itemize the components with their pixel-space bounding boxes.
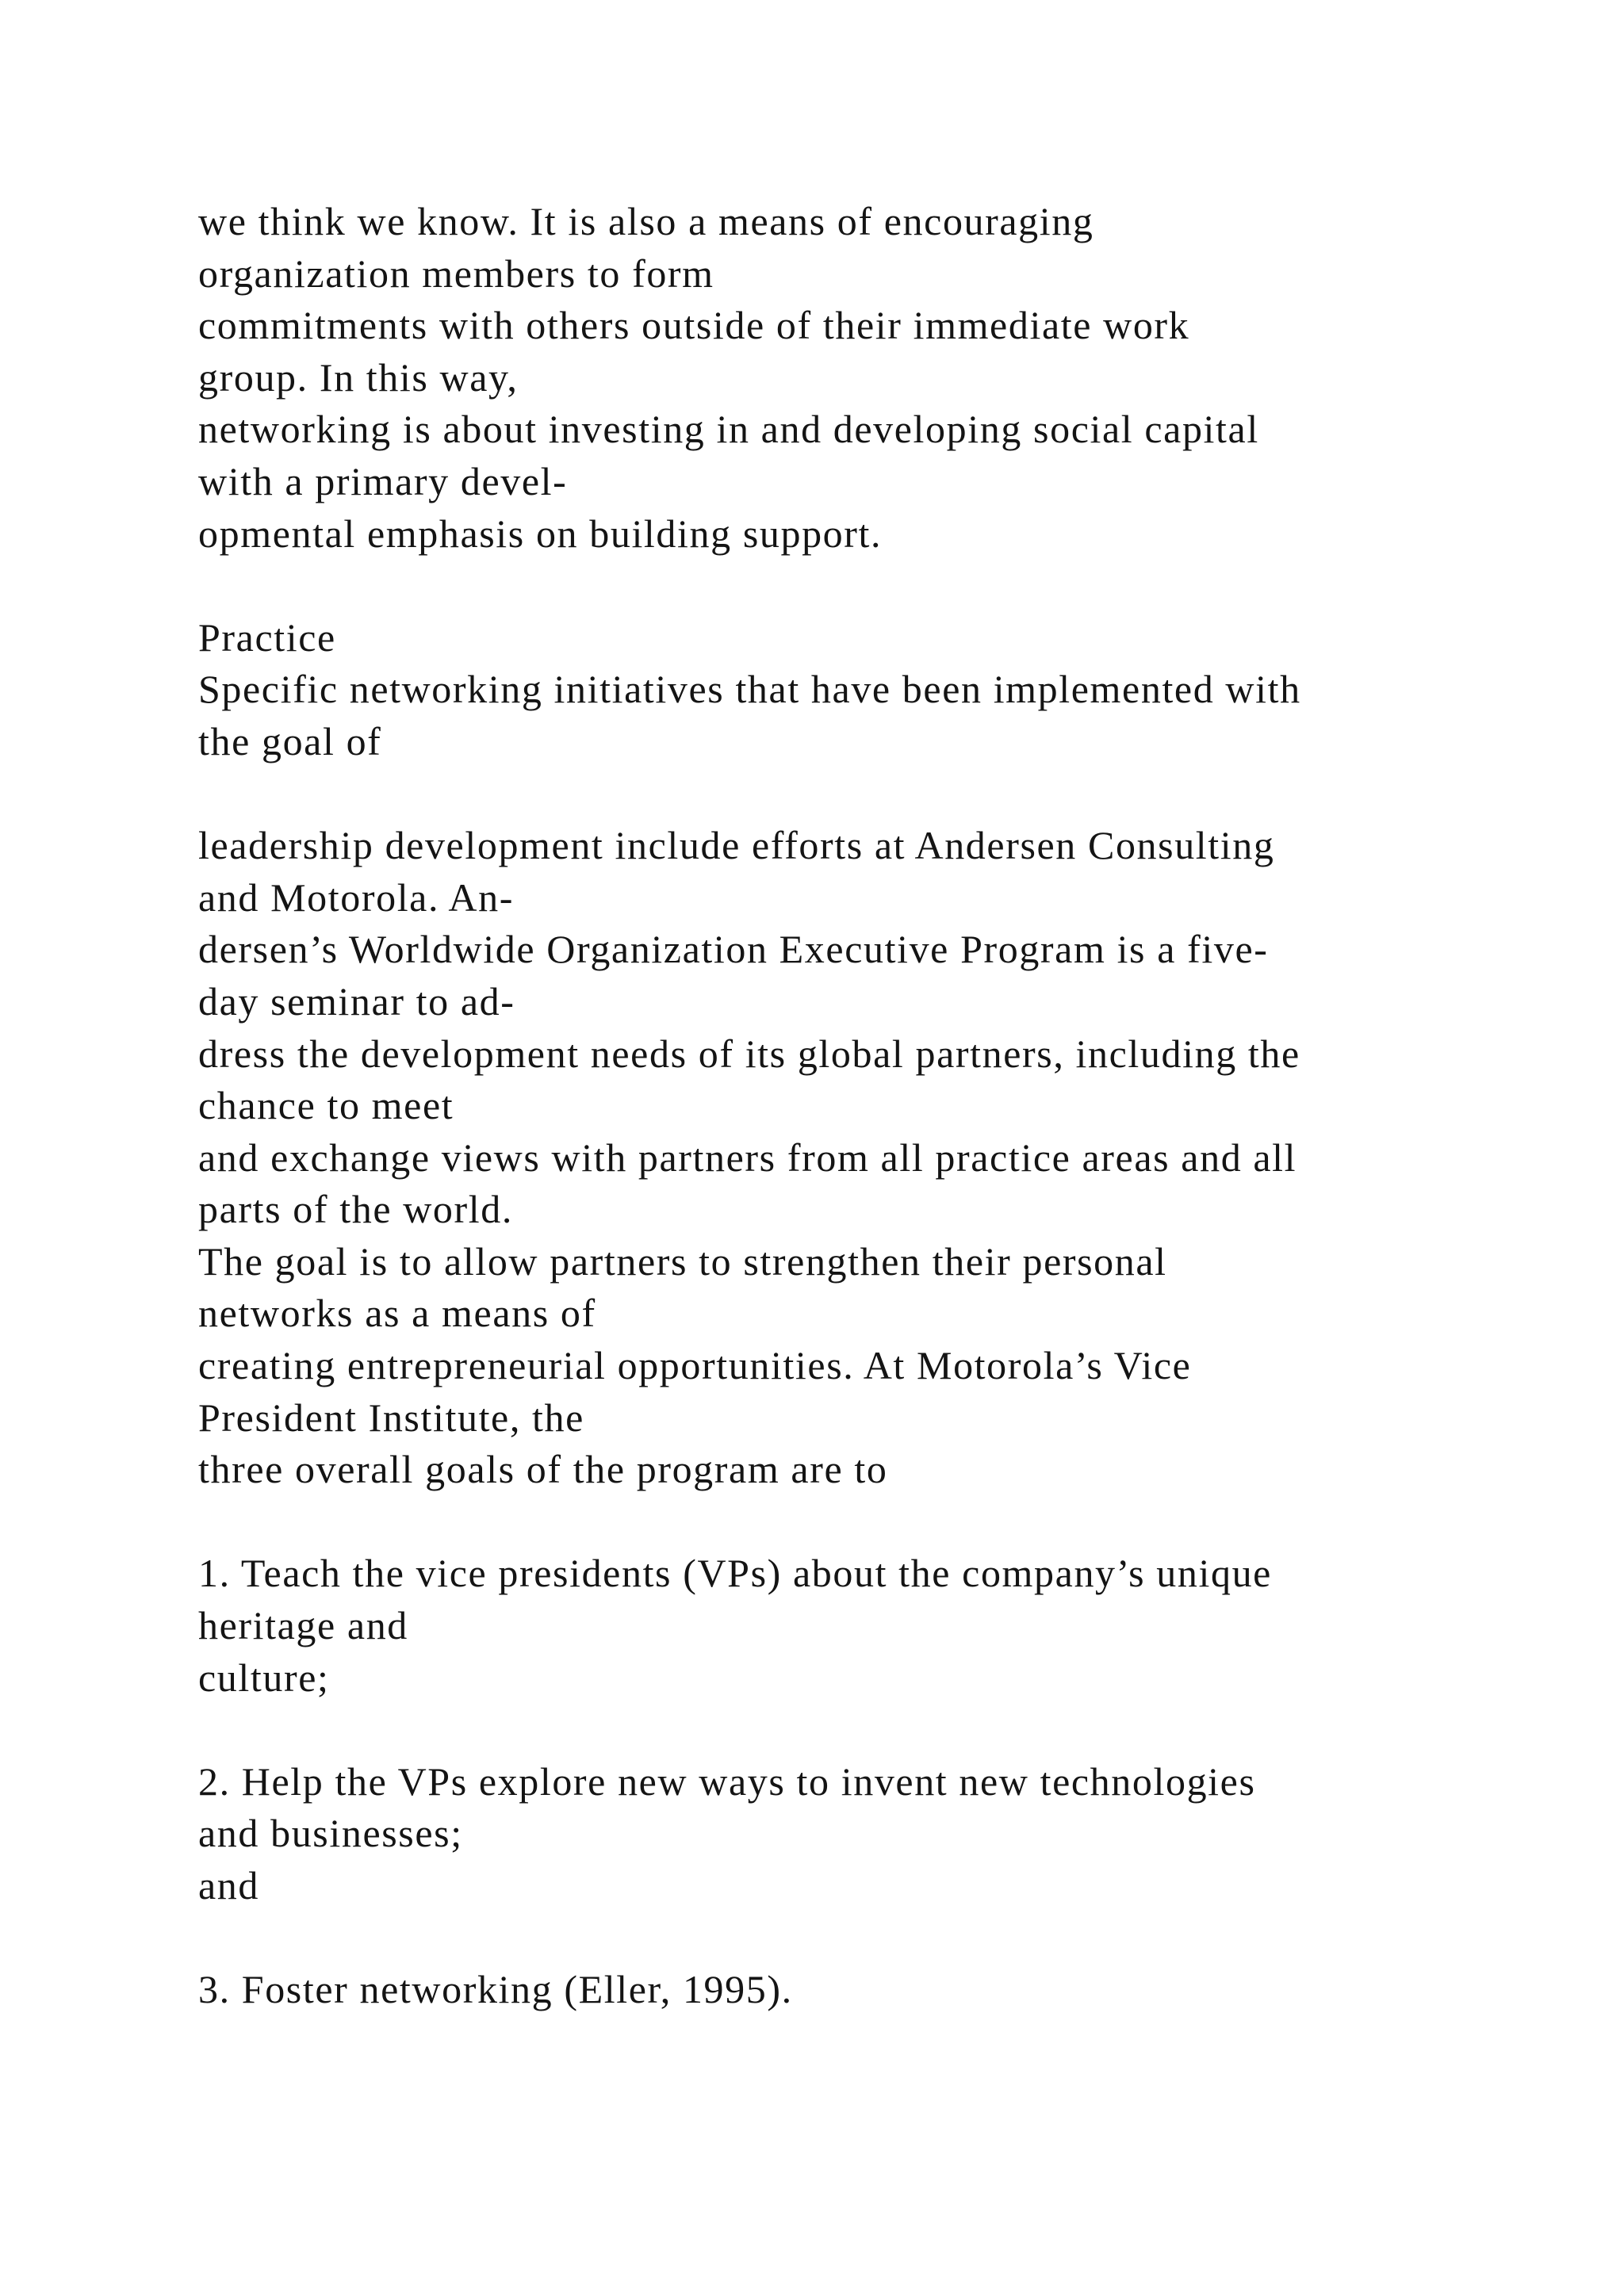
body-text (198, 196, 1546, 2016)
text-line: chance to meet (198, 1083, 454, 1128)
text-line: and businesses; (198, 1811, 463, 1856)
text-line: organization members to form (198, 251, 714, 296)
blank-line (198, 1704, 1546, 1756)
text-line: dress the development needs of its global partners, including the (198, 1031, 1300, 1076)
list-item-3: 3. Foster networking (Eller, 1995). (198, 1967, 793, 2012)
text-line: leadership development include efforts at Andersen Consulting (198, 823, 1275, 868)
blank-line (198, 1496, 1546, 1548)
text-line: creating entrepreneurial opportunities. At Motorola’s Vice (198, 1343, 1192, 1388)
blank-line (198, 1912, 1546, 1965)
section-heading: Practice (198, 614, 336, 660)
text-line: Specific networking initiatives that have been implemented with (198, 667, 1301, 712)
text-line: and (198, 1863, 259, 1908)
text-line: opmental emphasis on building support. (198, 511, 883, 556)
text-line: we think we know. It is also a means of encouraging (198, 199, 1094, 243)
text-line: parts of the world. (198, 1187, 513, 1232)
text-line: networking is about investing in and developing social capital (198, 407, 1259, 452)
blank-line (198, 768, 1546, 821)
text-line: The goal is to allow partners to strengthen their personal (198, 1238, 1167, 1284)
text-line: and Motorola. An- (198, 874, 514, 920)
text-line: dersen’s Worldwide Organization Executive Program is a five- (198, 927, 1269, 972)
list-item-2: 2. Help the VPs explore new ways to invent new technologies (198, 1758, 1256, 1804)
text-line: President Institute, the (198, 1395, 584, 1440)
text-line: heritage and (198, 1603, 408, 1648)
text-line: commitments with others outside of their immediate work (198, 303, 1190, 348)
text-line: and exchange views with partners from all practice areas and all (198, 1135, 1297, 1180)
text-line: the goal of (198, 718, 382, 763)
text-line: day seminar to ad- (198, 978, 515, 1024)
list-item-1: 1. Teach the vice presidents (VPs) about the company’s unique (198, 1551, 1272, 1596)
blank-line (198, 560, 1546, 612)
text-line: networks as a means of (198, 1291, 596, 1336)
text-line: three overall goals of the program are to (198, 1447, 888, 1492)
text-line: group. In this way, (198, 354, 519, 400)
text-line: with a primary devel- (198, 458, 568, 503)
text-line: culture; (198, 1655, 330, 1700)
